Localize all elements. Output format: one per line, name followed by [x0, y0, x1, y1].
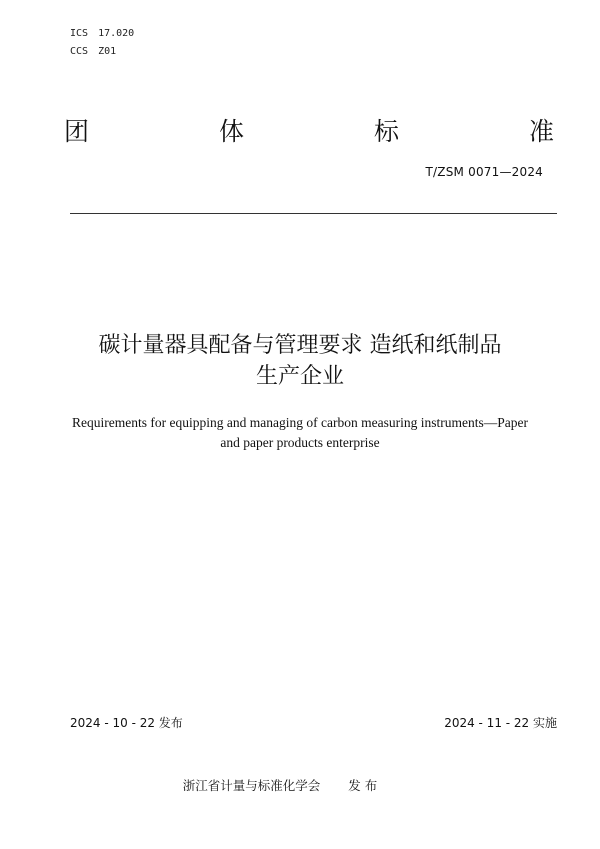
standard-type-char: 体	[218, 117, 244, 146]
chinese-title-line: 碳计量器具配备与管理要求 造纸和纸制品	[98, 333, 502, 358]
issue-date: 2024 - 10 - 22 发布	[70, 716, 183, 730]
ics-label: ICS	[70, 28, 89, 39]
header-divider	[70, 213, 557, 214]
ics-classification	[70, 27, 134, 40]
ics-value: 17.020	[98, 28, 135, 39]
english-title-line: Requirements for equipping and managing of carbon measuring instruments—Paper	[72, 415, 528, 430]
publisher-line	[70, 777, 490, 794]
standard-type-char: 准	[528, 117, 554, 146]
english-title-line: and paper products enterprise	[220, 435, 380, 450]
ccs-value: Z01	[98, 46, 117, 57]
chinese-title-line: 生产企业	[255, 364, 344, 389]
standard-type-char: 标	[373, 117, 399, 146]
publisher-action: 发 布	[348, 778, 378, 793]
standard-number: T/ZSM 0071—2024	[425, 165, 543, 179]
ccs-classification	[70, 45, 116, 58]
chinese-title	[40, 330, 560, 392]
implementation-date: 2024 - 11 - 22 实施	[444, 716, 557, 730]
publisher-name: 浙江省计量与标准化学会	[182, 778, 321, 793]
standard-type-char: 团	[64, 117, 90, 146]
ccs-label: CCS	[70, 46, 89, 57]
english-title	[40, 413, 560, 453]
standard-type-heading	[64, 115, 554, 149]
